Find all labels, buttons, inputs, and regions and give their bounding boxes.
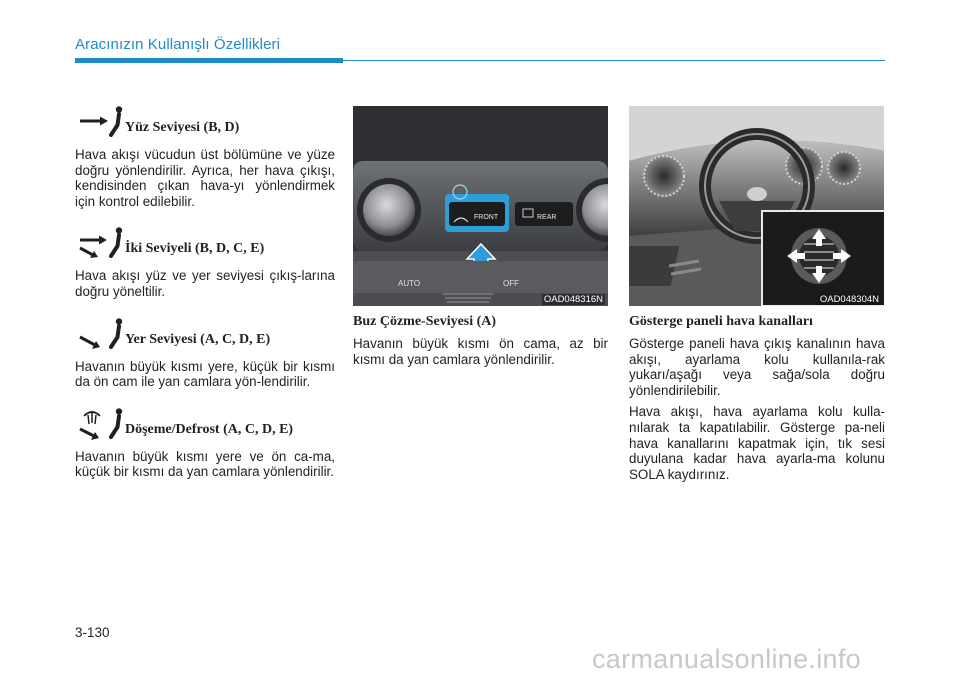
header-divider [343,60,885,61]
image-code: OAD048304N [819,294,879,305]
off-button-label: OFF [503,279,519,288]
section-title: Aracınızın Kullanışlı Özellikleri [75,36,281,53]
rear-button-label: REAR [537,214,557,221]
mode-heading-floor [75,317,335,351]
defrost-description: Havanın büyük kısmı ön cama, az bir kısmı da yan camlara yönlendirilir. [353,336,608,367]
face-level-icon [75,105,125,139]
vents-paragraph: Gösterge paneli hava çıkış kanalının hava akışı, ayarlama kolu kullanıla-rak yukarı/aşağı veya sağa/sola doğru yönlendirilebilir. [629,336,885,398]
page-number: 3-130 [75,625,110,640]
front-button-label: FRONT [474,214,499,221]
vents-paragraph: Hava akışı, hava ayarlama kolu kulla-nılarak ta kapatılabilir. Gösterge pa-neli hava kanallarını kapatmak için, tık sesi duyulana kadar hava ayarla-ma kolunu SOLA kaydırınız. [629,404,885,482]
mode-heading-face [75,105,335,139]
mode-description: Havanın büyük kısmı yere ve ön ca-ma, küçük bir kısmı da yan camlara yönlendirilir. [75,448,335,480]
mode-title: Yer Seviyesi (A, C, D, E) [125,331,271,347]
mode-title: Yüz Seviyesi (B, D) [125,120,240,135]
header-accent-bar [75,58,343,63]
climate-panel-illustration [353,106,608,306]
bi-level-icon [75,226,125,260]
auto-button-label: AUTO [398,279,421,288]
mode-description: Hava akışı yüz ve yer seviyesi çıkış-larına doğru yöneltilir. [75,268,335,299]
mode-title: İki Seviyeli (B, D, C, E) [125,241,265,257]
vents-title: Gösterge paneli hava kanalları [629,314,813,329]
mode-heading-floor-defrost [75,407,335,441]
mode-description: Hava akışı vücudun üst bölümüne ve yüze doğru yönlendirilir. Ayrıca, her hava çıkışı, kendisinden çıkan hava-yı yönlendirmek için kontrol edilebilir. [75,147,335,209]
floor-defrost-icon [75,407,125,441]
defrost-column [353,106,608,367]
climate-panel-photo [353,106,608,306]
defrost-title: Buz Çözme-Seviyesi (A) [353,314,497,329]
mode-column [75,105,335,480]
image-code: OAD048316N [543,294,603,305]
mode-title: Döşeme/Defrost (A, C, D, E) [125,421,294,437]
watermark: carmanualsonline.info [592,644,861,674]
dashboard-vents-photo [629,106,884,306]
floor-level-icon [75,317,125,351]
dashboard-illustration [629,106,884,306]
mode-description: Havanın büyük kısmı yere, küçük bir kısmı da ön cam ile yan camlara yön-lendirilir. [75,358,335,390]
vents-column [629,106,885,482]
mode-heading-bilevel [75,226,335,260]
